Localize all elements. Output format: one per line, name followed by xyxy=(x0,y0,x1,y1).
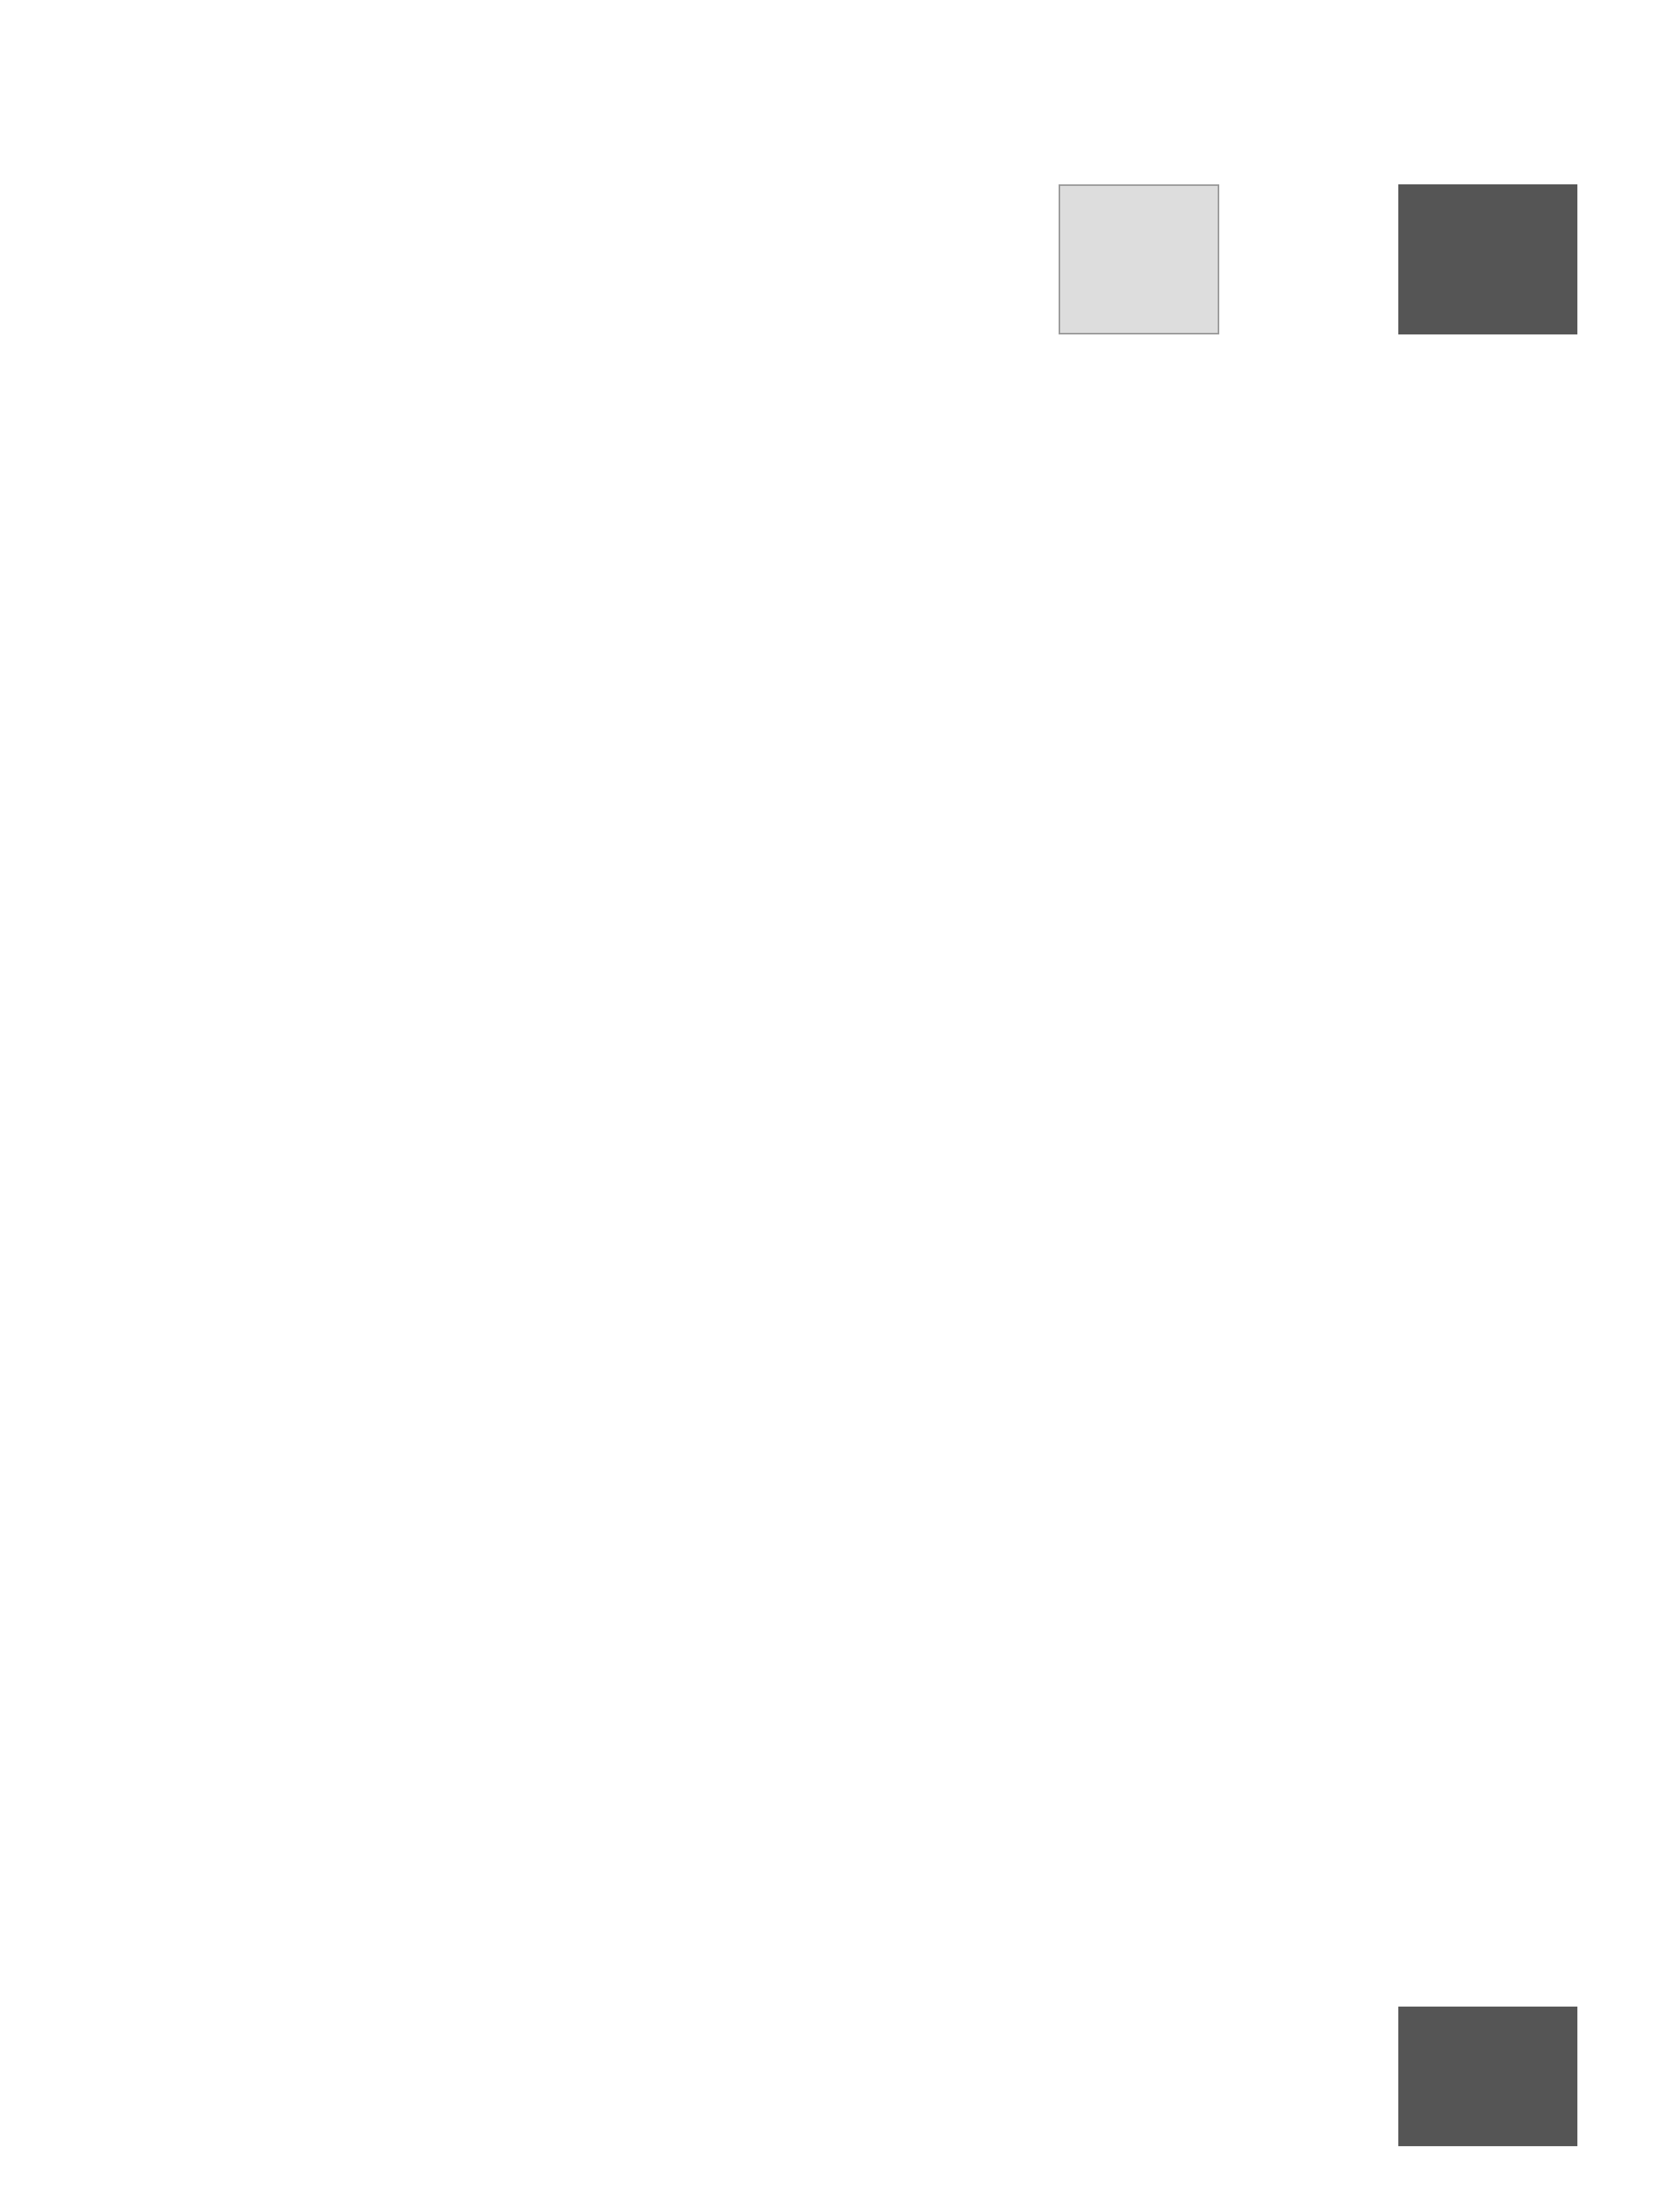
front-door xyxy=(1398,2007,1577,2146)
closed-checkin-box xyxy=(1059,184,1219,334)
back-door xyxy=(1398,184,1577,334)
